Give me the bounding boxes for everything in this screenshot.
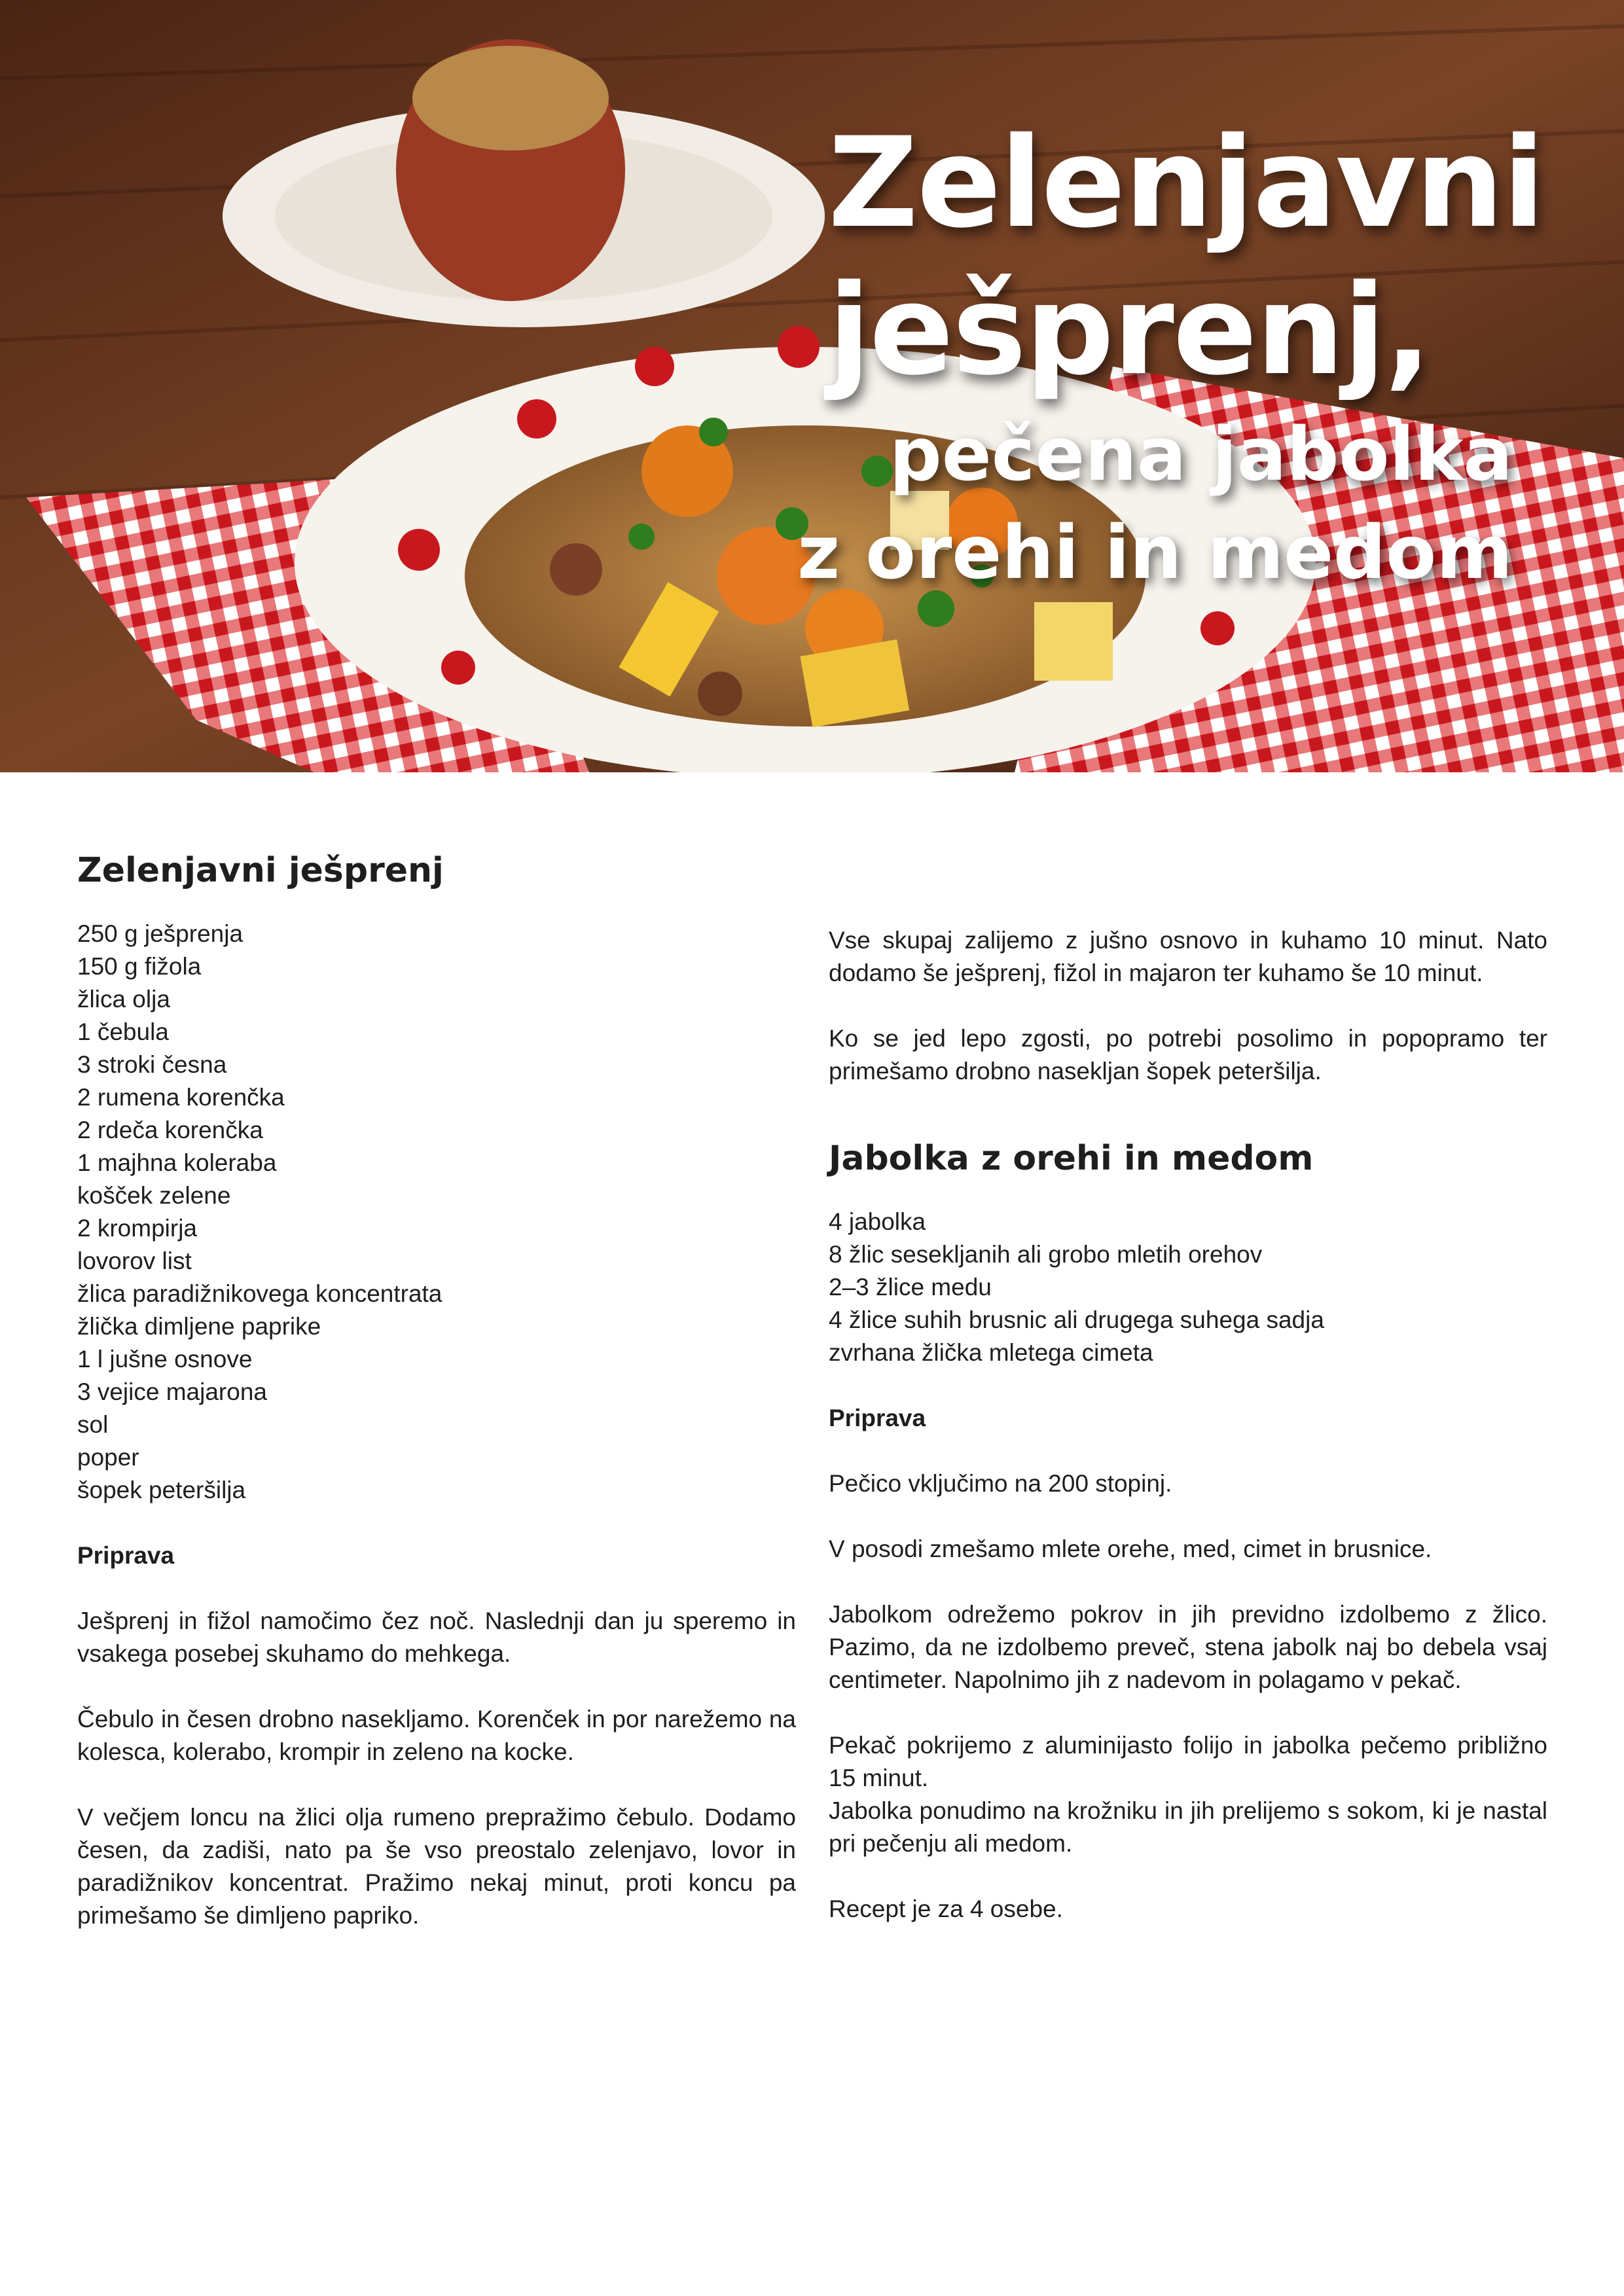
recipe2-step: Jabolka ponudimo na krožniku in jih prelijemo s sokom, ki je nastal pri pečenju ali medom. [829, 1797, 1547, 1857]
recipe1-heading: Zelenjavni ješprenj [77, 851, 444, 890]
ingredient-item: košček zelene [77, 1182, 231, 1209]
hero-subtitle-line-2: z orehi in medom [797, 511, 1513, 596]
ingredient-item: žlica paradižnikovega koncentrata [77, 1280, 442, 1307]
recipe2-heading: Jabolka z orehi in medom [829, 1139, 1314, 1178]
ingredient-item: sol [77, 1411, 109, 1438]
ingredient-item: šopek peteršilja [77, 1477, 246, 1503]
ingredient-item: 8 žlic sesekljanih ali grobo mletih orehov [829, 1241, 1263, 1268]
right-column [829, 924, 1547, 1926]
recipe2-servings: Recept je za 4 osebe. [829, 1895, 1063, 1922]
ingredient-item: lovorov list [77, 1247, 192, 1274]
ingredient-item: 2 krompirja [77, 1215, 197, 1242]
left-column [77, 851, 796, 1932]
recipe2-step: Pekač pokrijemo z aluminijasto folijo in jabolka pečemo približno 15 minut. [829, 1732, 1547, 1791]
recipe1-ingredients [77, 918, 796, 1507]
ingredient-item: 1 l jušne osnove [77, 1346, 253, 1372]
recipe2-step: Pečico vključimo na 200 stopinj. [829, 1470, 1172, 1497]
recipe2-step: Jabolkom odrežemo pokrov in jih previdno izdolbemo z žlico. Pazimo, da ne izdolbemo preveč, stena jabolk naj bo debela vsaj centimeter. Napolnimo jih z nadevom in polagamo v pekač. [829, 1601, 1547, 1693]
ingredient-item: 4 jabolka [829, 1208, 926, 1235]
recipe2-step: V posodi zmešamo mlete orehe, med, cimet in brusnice. [829, 1535, 1432, 1562]
ingredient-item: žlica olja [77, 986, 170, 1013]
hero-subtitle [797, 406, 1513, 602]
ingredient-item: zvrhana žlička mletega cimeta [829, 1339, 1153, 1366]
hero-photo [0, 0, 1624, 772]
recipe2-ingredients [829, 1206, 1547, 1369]
recipe2-prep-label: Priprava [829, 1405, 926, 1431]
ingredient-item: 3 stroki česna [77, 1051, 227, 1078]
ingredient-item: 150 g fižola [77, 953, 202, 980]
ingredient-item: 2–3 žlice medu [829, 1274, 992, 1300]
ingredient-item: poper [77, 1444, 139, 1471]
ingredient-item: žlička dimljene paprike [77, 1313, 321, 1340]
recipe1-prep-label: Priprava [77, 1542, 175, 1569]
ingredient-item: 3 vejice majarona [77, 1378, 267, 1405]
recipe1-step-continued: Vse skupaj zalijemo z jušno osnovo in kuhamo 10 minut. Nato dodamo še ješprenj, fižol in majaron ter kuhamo še 10 minut. [829, 927, 1547, 986]
ingredient-item: 1 majhna koleraba [77, 1149, 277, 1176]
hero-title [828, 108, 1543, 403]
recipe1-step: V večjem loncu na žlici olja rumeno prepražimo čebulo. Dodamo česen, da zadiši, nato pa še vso preostalo zelenjavo, lovor in paradižnikov koncentrat. Pražimo nekaj minut, proti koncu pa primešamo še dimljeno papriko. [77, 1804, 796, 1929]
recipe1-step: Čebulo in česen drobno nasekljamo. Korenček in por narežemo na kolesca, kolerabo, krompir in zeleno na kocke. [77, 1706, 796, 1765]
hero-title-line-2: ješprenj, [828, 258, 1431, 403]
ingredient-item: 250 g ješprenja [77, 920, 244, 947]
hero-subtitle-line-1: pečena jabolka [889, 412, 1513, 497]
recipe1-step-continued: Ko se jed lepo zgosti, po potrebi posolimo in popopramo ter primešamo drobno nasekljan šopek peteršilja. [829, 1025, 1547, 1085]
hero-title-line-1: Zelenjavni [828, 111, 1544, 255]
ingredient-item: 4 žlice suhih brusnic ali drugega suhega sadja [829, 1306, 1324, 1333]
ingredient-item: 2 rdeča korenčka [77, 1117, 263, 1143]
ingredient-item: 2 rumena korenčka [77, 1084, 285, 1111]
recipe1-step: Ješprenj in fižol namočimo čez noč. Naslednji dan ju speremo in vsakega posebej skuhamo do mehkega. [77, 1607, 796, 1667]
ingredient-item: 1 čebula [77, 1018, 169, 1045]
